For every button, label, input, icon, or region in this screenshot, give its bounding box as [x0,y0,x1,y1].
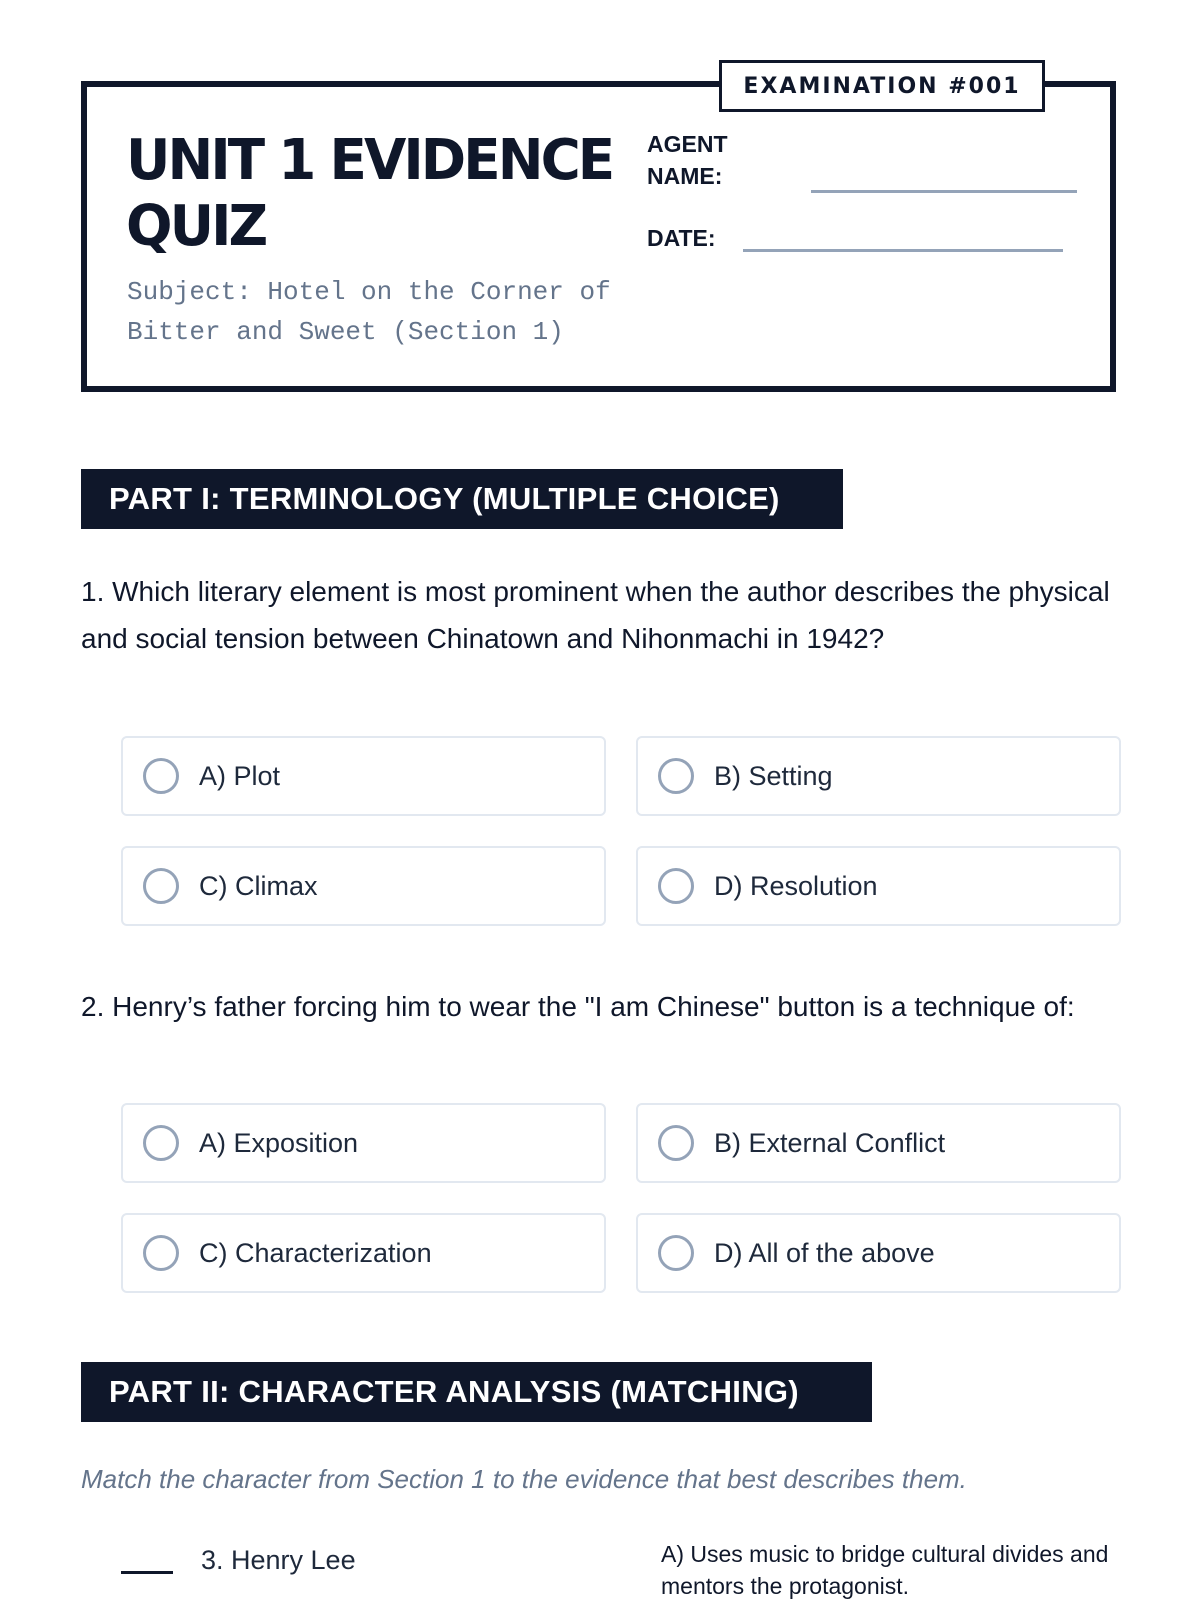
agent-name-label: AGENT NAME: [647,131,728,189]
radio-button[interactable] [143,868,179,904]
date-label: DATE: [647,225,716,251]
radio-button[interactable] [143,758,179,794]
radio-button[interactable] [658,758,694,794]
agent-name-field[interactable] [811,190,1077,193]
radio-button[interactable] [143,1125,179,1161]
q1-option-a[interactable] [121,736,606,816]
matching-instructions: Match the character from Section 1 to the evidence that best describes them. [81,1464,967,1494]
radio-button[interactable] [658,868,694,904]
option-label: D) All of the above [714,1237,935,1268]
q2-option-b[interactable] [636,1103,1121,1183]
quiz-title-line-1: UNIT 1 EVIDENCE [126,128,613,193]
option-label: A) Exposition [199,1127,359,1158]
q2-option-d[interactable] [636,1213,1121,1293]
radio-button[interactable] [658,1125,694,1161]
examination-number-tag: EXAMINATION #001 [719,60,1045,112]
date-field[interactable] [743,249,1063,252]
quiz-subject: Subject: Hotel on the Corner of Bitter and Sweet (Section 1) [127,277,611,347]
match-character: 3. Henry Lee [201,1545,356,1575]
quiz-title-line-2: QUIZ [126,194,266,259]
q2-option-a[interactable] [121,1103,606,1183]
q1-option-c[interactable] [121,846,606,926]
option-label: A) Plot [199,760,281,791]
option-label: B) External Conflict [714,1127,946,1158]
option-label: D) Resolution [714,870,878,901]
option-label: B) Setting [714,760,833,791]
part-1-heading: PART I: TERMINOLOGY (MULTIPLE CHOICE) [81,469,843,529]
option-label: C) Climax [199,870,318,901]
quiz-title [126,128,634,260]
part-2-heading: PART II: CHARACTER ANALYSIS (MATCHING) [81,1362,872,1422]
question-2-text: 2. Henry’s father forcing him to wear the "I am Chinese" button is a technique of: [81,991,1075,1022]
radio-button[interactable] [143,1235,179,1271]
match-answer-blank[interactable] [121,1571,173,1574]
q2-option-c[interactable] [121,1213,606,1293]
question-1-text: 1. Which literary element is most prominent when the author describes the physical and social tension between Chinatown and Nihonmachi in 1942? [81,576,1110,654]
q1-option-d[interactable] [636,846,1121,926]
option-label: C) Characterization [199,1237,432,1268]
q1-option-b[interactable] [636,736,1121,816]
match-evidence: A) Uses music to bridge cultural divides and mentors the protagonist. [661,1541,1109,1599]
radio-button[interactable] [658,1235,694,1271]
